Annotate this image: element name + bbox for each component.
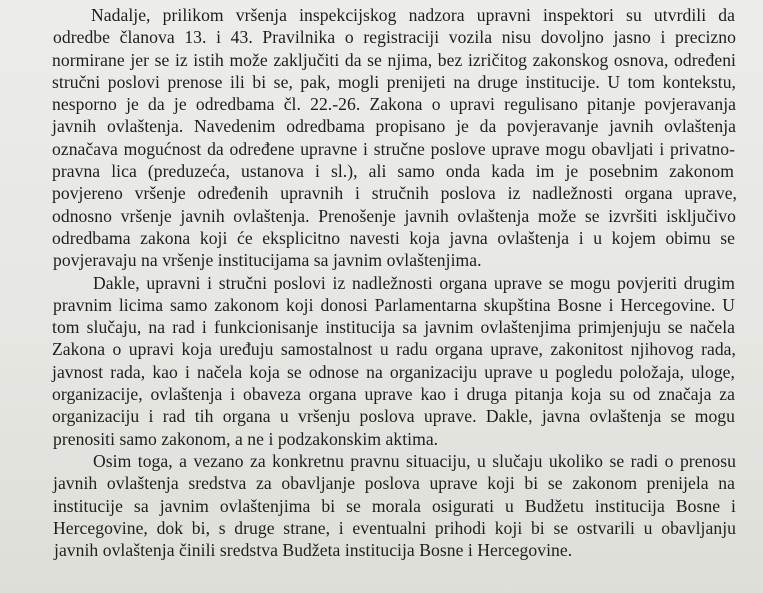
text-line: odnosno vršenje javnih ovlaštenja. Prenošenje javnih ovlaštenja može se izvršiti isključivo [52, 205, 736, 226]
text-line: označava mogućnost da određene upravne i stručne poslove uprave mogu obavljati i privatno- [52, 138, 735, 159]
text-line: stručni poslovi prenose ili bi se, pak, mogli prenijeti na druge institucije. U tom kontekstu, [52, 71, 736, 92]
text-line: nesporno je da je odredbama čl. 22.-26. Zakona o upravi regulisano pitanje povjeravanja [52, 94, 736, 115]
text-line: javnih ovlaštenja. Navedenim odredbama propisano je da povjeravanje javnih ovlaštenja [52, 116, 736, 137]
text-line: tom slučaju, na rad i funkcionisanje institucija sa javnim ovlaštenjima primjenjuju se načela [52, 317, 735, 338]
text-line: Zakona o upravi koja uređuju samostalnost u radu organa uprave, zakonitost njihovog rada, [52, 339, 736, 360]
text-line: javnih ovlaštenja sredstva za obavljanje poslova uprave koji bi se zakonom prenijela na [53, 473, 735, 494]
text-line: Nadalje, prilikom vršenja inspekcijskog nadzora upravni inspektori su utvrdili da [91, 5, 735, 25]
text-line: odredbama zakona koji će eksplicitno navesti koja javna ovlaštenja i u kojem obimu se [52, 227, 735, 248]
text-line: povjeravaju na vršenje institucijama sa javnim ovlaštenjima. [53, 250, 482, 271]
paragraph-3 [0, 450, 763, 561]
text-line: Hercegovine, dok bi, s druge strane, i eventualni prihodi koji bi se ostvarili u obavljanju [53, 517, 736, 538]
text-line: odredbe članova 13. i 43. Pravilnika o registraciji vozila nisu dovoljno jasno i precizno [53, 27, 736, 48]
text-line: Osim toga, a vezano za konkretnu pravnu situaciju, u slučaju ukoliko se radi o prenosu [93, 450, 736, 471]
text-line: organizaciju i rad tih organa u vršenju poslova uprave. Dakle, javna ovlaštenja se mogu [52, 406, 735, 427]
text-line: normirane jer se iz istih može zaključiti da se njima, bez izričitog zakonskog osnova, određeni [52, 49, 736, 70]
text-line: institucije sa javnim ovlaštenjima bi se morala osigurati u Budžetu institucija Bosne i [53, 495, 736, 516]
document-text [0, 4, 763, 561]
text-line: povjereno vršenje određenih upravnih i stručnih poslova iz nadležnosti organa uprave, [52, 183, 737, 204]
paragraph-1 [0, 4, 763, 272]
text-line: prenositi samo zakonom, a ne i podzakonskim aktima. [53, 428, 439, 449]
text-line: pravna lica (preduzeća, ustanova i sl.), ali samo onda kada im je posebnim zakonom [52, 161, 734, 182]
text-line: Dakle, upravni i stručni poslovi iz nadležnosti organa uprave se mogu povjeriti drugim [93, 272, 735, 293]
text-line: javnost rada, kao i načela koja se odnose na organizaciju uprave u pogledu položaja, uloge, [52, 361, 735, 382]
text-line: javnih ovlaštenja činili sredstva Budžeta institucija Bosne i Hercegovine. [54, 540, 573, 561]
paragraph-2 [0, 272, 763, 450]
text-line: organizacije, ovlaštenja i obaveza organa uprave kao i druga pitanja koja su od značaja za [52, 384, 735, 405]
text-line: pravnim licima samo zakonom koji donosi Parlamentarna skupština Bosne i Hercegovine. U [53, 294, 735, 315]
